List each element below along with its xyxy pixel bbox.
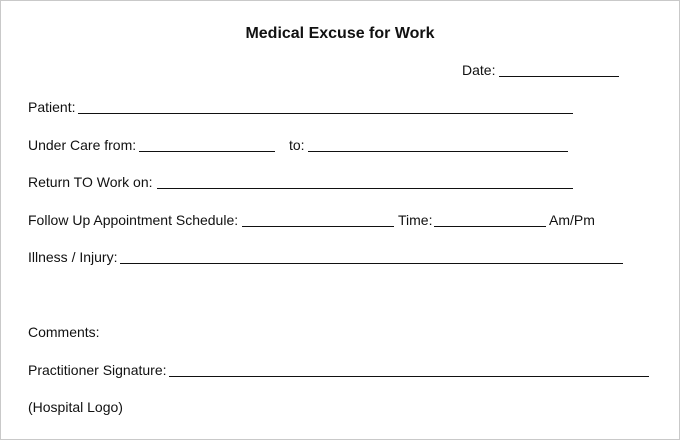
illness-label: Illness / Injury:: [28, 249, 118, 265]
under-care-to-line[interactable]: [308, 151, 568, 152]
return-label: Return TO Work on:: [28, 174, 153, 190]
return-row: [1, 173, 679, 193]
date-row: [1, 61, 679, 81]
time-label: Time:: [398, 212, 433, 228]
signature-line[interactable]: [169, 376, 649, 377]
time-line[interactable]: [434, 226, 546, 227]
patient-row: [1, 98, 679, 118]
under-care-label: Under Care from:: [28, 137, 137, 153]
date-label: Date:: [462, 62, 496, 78]
patient-line[interactable]: [78, 113, 573, 114]
illness-row: [1, 248, 679, 268]
hospital-logo-placeholder: (Hospital Logo): [28, 399, 123, 415]
under-care-row: [1, 136, 679, 156]
ampm-label: Am/Pm: [549, 212, 595, 228]
patient-label: Patient:: [28, 99, 76, 115]
signature-row: [1, 361, 679, 381]
comments-row: [1, 323, 679, 343]
illness-line[interactable]: [120, 263, 623, 264]
comments-label: Comments:: [28, 324, 100, 340]
under-care-from-line[interactable]: [139, 151, 275, 152]
under-care-to-label: to:: [289, 137, 305, 153]
follow-up-line[interactable]: [242, 226, 394, 227]
document-title: Medical Excuse for Work: [245, 25, 435, 42]
follow-up-label: Follow Up Appointment Schedule:: [28, 212, 239, 228]
return-line[interactable]: [157, 188, 573, 189]
hospital-logo-row: [1, 398, 679, 418]
follow-up-row: [1, 211, 679, 231]
signature-label: Practitioner Signature:: [28, 362, 167, 378]
date-line[interactable]: [499, 76, 619, 77]
